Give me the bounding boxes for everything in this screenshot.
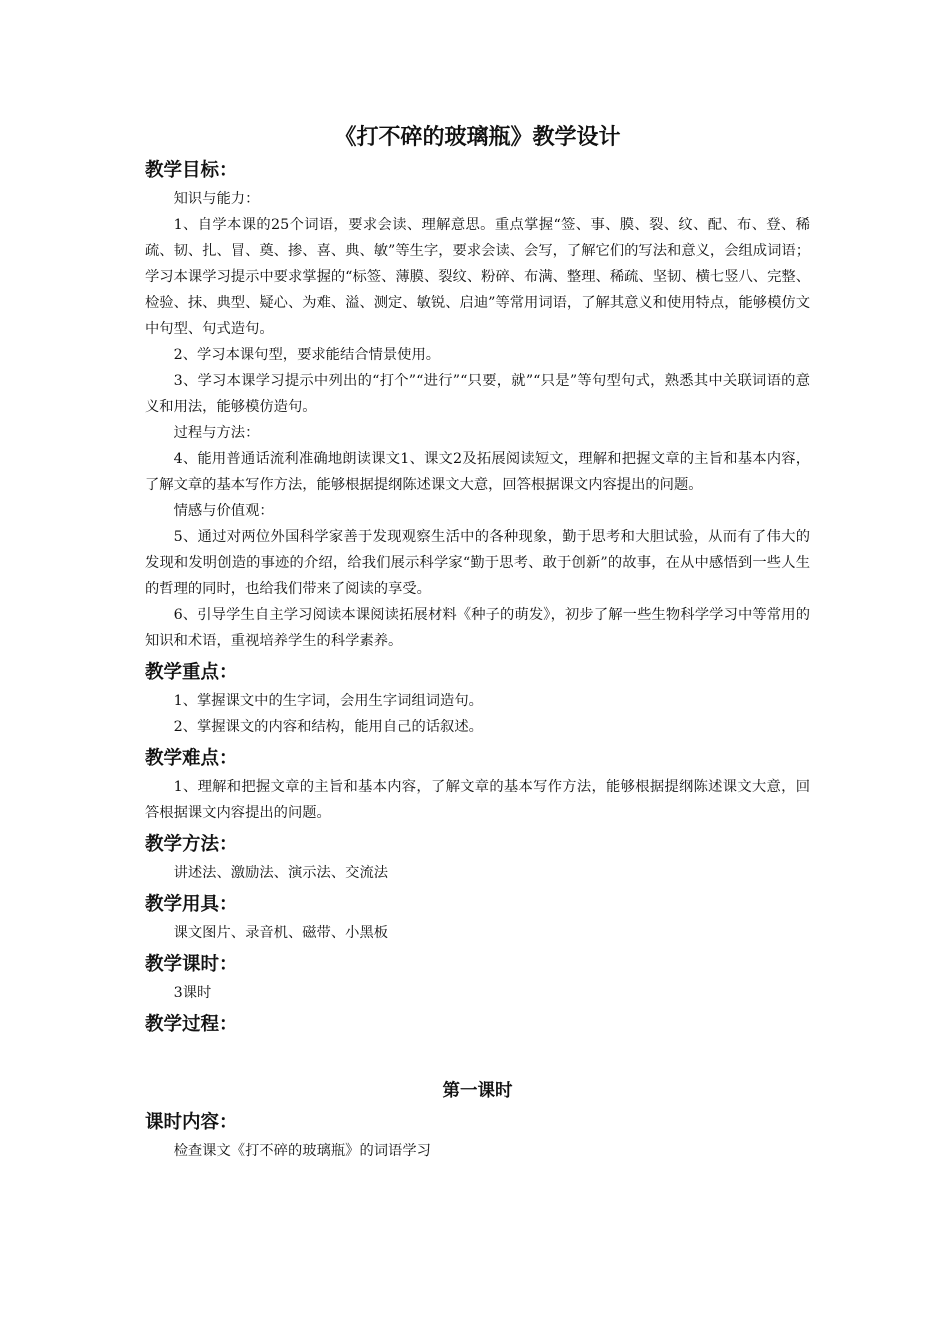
document-page (145, 118, 810, 1164)
objective-item-2: 2、学习本课句型，要求能结合情景使用。 (173, 347, 441, 363)
lesson1-content-text: 检查课文《打不碎的玻璃瓶》的词语学习 (173, 1143, 431, 1159)
objectives-heading: 教学目标： (145, 160, 238, 181)
methods-heading: 教学方法： (145, 834, 238, 855)
lesson1-title: 第一课时 (442, 1081, 513, 1101)
tools-heading: 教学用具： (145, 894, 238, 915)
key-points-heading: 教学重点： (145, 662, 238, 683)
difficulties-heading: 教学难点： (145, 748, 238, 769)
key-point-item-2: 2、掌握课文的内容和结构，能用自己的话叙述。 (173, 719, 483, 735)
objective-item-5: 5、通过对两位外国科学家善于发现观察生活中的各种现象，勤于思考和大胆试验，从而有了伟大的发现和发明创造的事迹的介绍，给我们展示科学家“勤于思考、敢于创新”的故事，在从中感悟到一些人生的哲理的同时，也给我们带来了阅读的享受。 (145, 529, 810, 597)
hours-text: 3课时 (173, 985, 212, 1001)
process-heading: 教学过程： (145, 1014, 238, 1035)
key-point-item-1: 1、掌握课文中的生字词，会用生字词组词造句。 (173, 693, 483, 709)
methods-text: 讲述法、激励法、演示法、交流法 (173, 865, 389, 881)
document-title: 《打不碎的玻璃瓶》教学设计 (334, 124, 621, 150)
objective-item-6: 6、引导学生自主学习阅读本课阅读拓展材料《种子的萌发》，初步了解一些生物科学学习中等常用的知识和术语，重视培养学生的科学素养。 (145, 607, 810, 649)
lesson1-content-heading: 课时内容： (145, 1112, 238, 1133)
process-method-subheading: 过程与方法： (173, 425, 260, 441)
tools-text: 课文图片、录音机、磁带、小黑板 (173, 925, 389, 941)
objective-item-3: 3、学习本课学习提示中列出的“打个”“进行”“只要，就”“只是”等句型句式，熟悉其中关联词语的意义和用法，能够模仿造句。 (145, 373, 810, 415)
knowledge-subheading: 知识与能力： (173, 191, 260, 207)
section-spacer (145, 1040, 810, 1074)
objective-item-1: 1、自学本课的25个词语，要求会读、理解意思。重点掌握“签、事、膜、裂、纹、配、布、登、稀疏、韧、扎、冒、奠、掺、喜、典、敏”等生字，要求会读、会写，了解它们的写法和意义，会组成词语；学习本课学习提示中要求掌握的“标签、薄膜、裂纹、粉碎、布满、整理、稀疏、坚韧、横七竖八、完整、检验、抹、典型、疑心、为难、溢、测定、敏锐、启迪”等常用词语，了解其意义和使用特点，能够模仿文中句型、句式造句。 (145, 217, 810, 337)
objective-item-4: 4、能用普通话流利准确地朗读课文1、课文2及拓展阅读短文，理解和把握文章的主旨和基本内容，了解文章的基本写作方法，能够根据提纲陈述课文大意，回答根据课文内容提出的问题。 (145, 451, 810, 493)
difficulty-item-1: 1、理解和把握文章的主旨和基本内容，了解文章的基本写作方法，能够根据提纲陈述课文大意，回答根据课文内容提出的问题。 (145, 779, 810, 821)
hours-heading: 教学课时： (145, 954, 238, 975)
emotion-subheading: 情感与价值观： (173, 503, 274, 519)
